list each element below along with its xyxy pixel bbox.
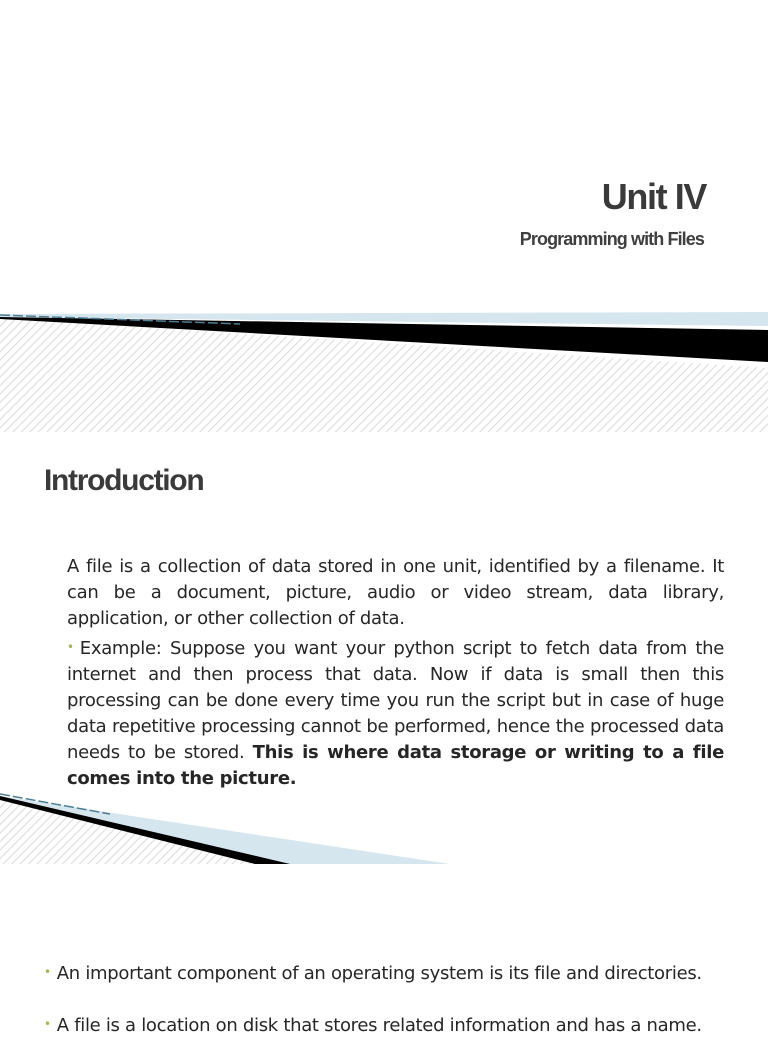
bullet-text: A file is a location on disk that stores related information and has a name. [56,1015,702,1036]
intro-paragraph: A file is a collection of data stored in one unit, identified by a filename. It can be a document, picture, audio or video stream, data library, application, or other collection of data. [67,556,724,629]
example-text: Example: Suppose you want your python script to fetch data from the internet and then process that data. Now if data is small then this processing can be done every time you run the script but in case of huge data repetitive processing cannot be performed, hence the processed data needs to be stored. [67,638,724,763]
slide-heading: Introduction [44,464,204,497]
introduction-slide [0,432,768,864]
bottom-decoration-band [0,790,768,864]
title-decoration-band [0,300,768,432]
bullet-icon: • [44,1017,51,1031]
files-slide [0,864,768,1036]
bullet-item [44,1011,724,1039]
bullet-text: An important component of an operating system is its file and directories. [56,963,702,984]
bullet-icon: • [44,965,51,979]
bullet-item [44,959,724,987]
slide-subtitle: Programming with Files [519,229,704,249]
slide-title: Unit IV [601,176,706,217]
example-bold-text: This is where data storage or writing to a file comes into the picture. [67,742,724,789]
example-bullet [67,634,724,792]
title-slide [0,0,768,432]
bullet-icon: • [67,640,74,654]
